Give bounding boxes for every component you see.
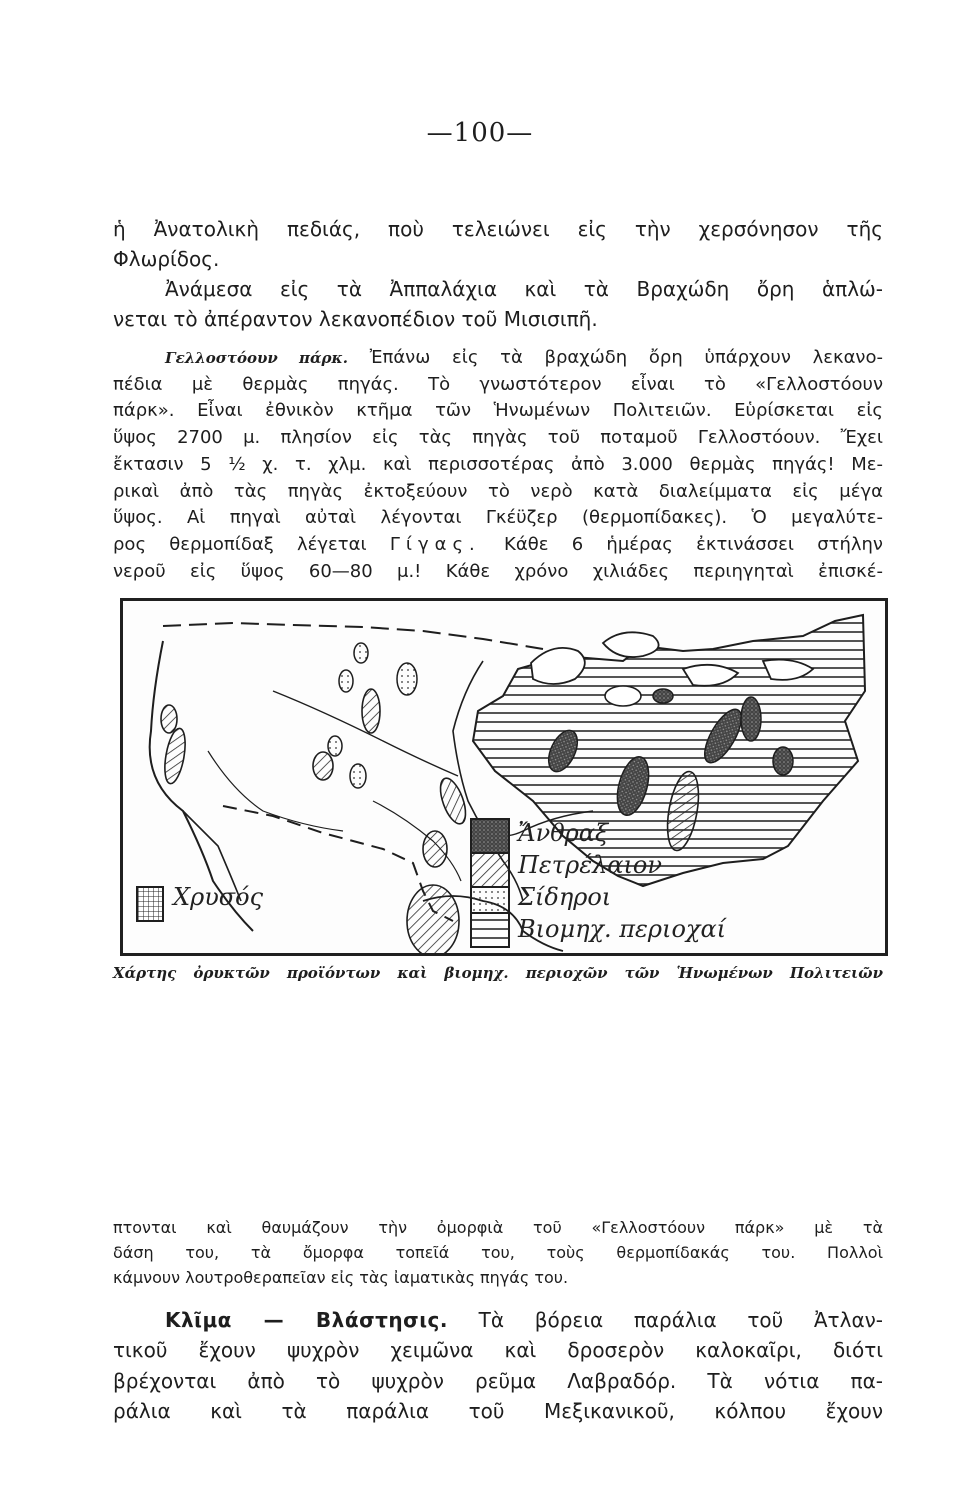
oil-deposit bbox=[313, 752, 333, 780]
text-line bbox=[113, 345, 883, 372]
coal-deposit bbox=[653, 689, 673, 703]
legend-swatch-oil bbox=[471, 853, 509, 887]
iron-deposit bbox=[350, 764, 366, 788]
mineral-map bbox=[120, 598, 888, 956]
text-line: κάμνουν λουτροθεραπεῖαν εἰς τὰς ἰαματικὰς πηγάς του. bbox=[113, 1268, 569, 1287]
legend-label-coal: Ἄνθραξ bbox=[518, 819, 609, 847]
text-line: δάση του, τὰ ὄμορφα τοπεῖά του, τοὺς θερμοπίδακάς του. Πολλοὶ bbox=[113, 1243, 883, 1262]
oil-deposit bbox=[161, 727, 188, 785]
text-line: νεροῦ εἰς ὕψος 60—80 μ.! Κάθε χρόνο χιλιάδες περιηγηταὶ ἐπισκέ- bbox=[113, 560, 883, 582]
map-caption: Χάρτης ὀρυκτῶν προϊόντων καὶ βιομηχ. περιοχῶν τῶν Ἡνωμένων Πολιτειῶν bbox=[113, 964, 883, 982]
text-span: Τὰ βόρεια παράλια τοῦ Ἀτλαν- bbox=[478, 1308, 883, 1332]
text-span: ρος θερμοπίδαξ λέγεται bbox=[113, 533, 367, 555]
yellowstone-paragraph bbox=[113, 345, 883, 585]
iron-deposit bbox=[328, 736, 342, 756]
page-number: —100— bbox=[426, 118, 534, 148]
northern-border bbox=[163, 623, 543, 649]
iron-deposit bbox=[354, 643, 368, 663]
opening-paragraphs bbox=[113, 214, 883, 334]
text-line: τικοῦ ἔχουν ψυχρὸν χειμῶνα καὶ δροσερὸν καλοκαῖρι, διότι bbox=[113, 1338, 883, 1363]
legend-swatch-industrial bbox=[471, 913, 509, 947]
text-line: Ἀνάμεσα εἰς τὰ Ἀππαλάχια καὶ τὰ Βραχώδη ὄρη ἁπλώ- bbox=[165, 277, 883, 301]
giant-geyser-name: Γίγας. bbox=[389, 533, 481, 555]
coal-deposit bbox=[773, 747, 793, 775]
text-line: πέδια μὲ θερμὰς πηγάς. Τὸ γνωστότερον εἶναι τὸ «Γελλοστόουν bbox=[113, 373, 883, 395]
legend-label-iron: Σίδηροι bbox=[518, 883, 612, 911]
text-line bbox=[113, 1305, 883, 1335]
text-line: ἔκτασιν 5 ½ χ. τ. χλμ. καὶ περισσοτέρας ἀπὸ 3.000 θερμὰς πηγάς! Με- bbox=[113, 453, 883, 475]
climate-paragraph bbox=[113, 1305, 883, 1426]
great-lake bbox=[605, 686, 641, 706]
great-lake bbox=[531, 648, 585, 684]
text-line: πάρκ». Εἶναι ἐθνικὸν κτῆμα τῶν Ἡνωμένων Πολιτειῶν. Εὑρίσκεται εἰς bbox=[113, 400, 883, 422]
legend-swatch-coal bbox=[471, 819, 509, 853]
text-span: Ἐπάνω εἰς τὰ βραχώδη ὄρη ὑπάρχουν λεκανο- bbox=[369, 347, 883, 368]
text-line: βρέχονται ἀπὸ τὸ ψυχρὸν ρεῦμα Λαβραδόρ. Τὰ νότια πα- bbox=[113, 1368, 883, 1393]
text-line: ὕψος 2700 μ. πλησίον εἰς τὰς πηγὰς τοῦ ποταμοῦ Γελλοστόουν. Ἔχει bbox=[113, 427, 883, 449]
text-line: πτονται καὶ θαυμάζουν τὴν ὀμορφιὰ τοῦ «Γελλοστόουν πάρκ» μὲ τὰ bbox=[113, 1218, 883, 1237]
iron-deposit bbox=[397, 663, 417, 695]
text-line: ὕψος. Αἱ πηγαὶ αὐταὶ λέγονται Γκέϋζερ (θερμοπίδακες). Ὁ μεγαλύτε- bbox=[113, 507, 883, 529]
legend-label-gold: Χρυσός bbox=[173, 883, 264, 911]
legend-label-industrial: Βιομηχ. περιοχαί bbox=[518, 915, 727, 943]
oil-deposit bbox=[161, 705, 177, 733]
legend-swatch-iron bbox=[471, 887, 509, 913]
oil-deposit bbox=[435, 775, 470, 827]
text-line: νεται τὸ ἀπέραντον λεκανοπέδιον τοῦ Μισισιπῆ. bbox=[113, 307, 598, 331]
text-span: Κάθε 6 ἡμέρας ἐκτινάσσει στήλην bbox=[504, 533, 883, 555]
section-heading: Κλῖμα — Βλάστησις. bbox=[165, 1308, 448, 1332]
oil-deposit bbox=[362, 689, 380, 733]
continuation-paragraph bbox=[113, 1215, 883, 1290]
great-lake bbox=[603, 632, 659, 657]
legend-label-oil: Πετρέλαιον bbox=[518, 851, 662, 879]
text-line bbox=[113, 532, 883, 559]
coal-deposit bbox=[741, 697, 761, 741]
text-line: ἡ Ἀνατολικὴ πεδιάς, ποὺ τελειώνει εἰς τὴν χερσόνησον τῆς bbox=[113, 217, 883, 241]
legend-swatch-gold bbox=[137, 887, 163, 921]
text-line: Φλωρίδος. bbox=[113, 247, 220, 271]
iron-deposit bbox=[339, 670, 353, 692]
section-title: Γελλοστόουν πάρκ. bbox=[165, 349, 348, 367]
text-line: ράλια καὶ τὰ παράλια τοῦ Μεξικανικοῦ, κόλπου ἔχουν bbox=[113, 1398, 883, 1423]
text-line: ρικαὶ ἀπὸ τὰς πηγὰς ἐκτοξεύουν τὸ νερὸ κατὰ διαλείμματα εἰς μέγα bbox=[113, 480, 883, 502]
